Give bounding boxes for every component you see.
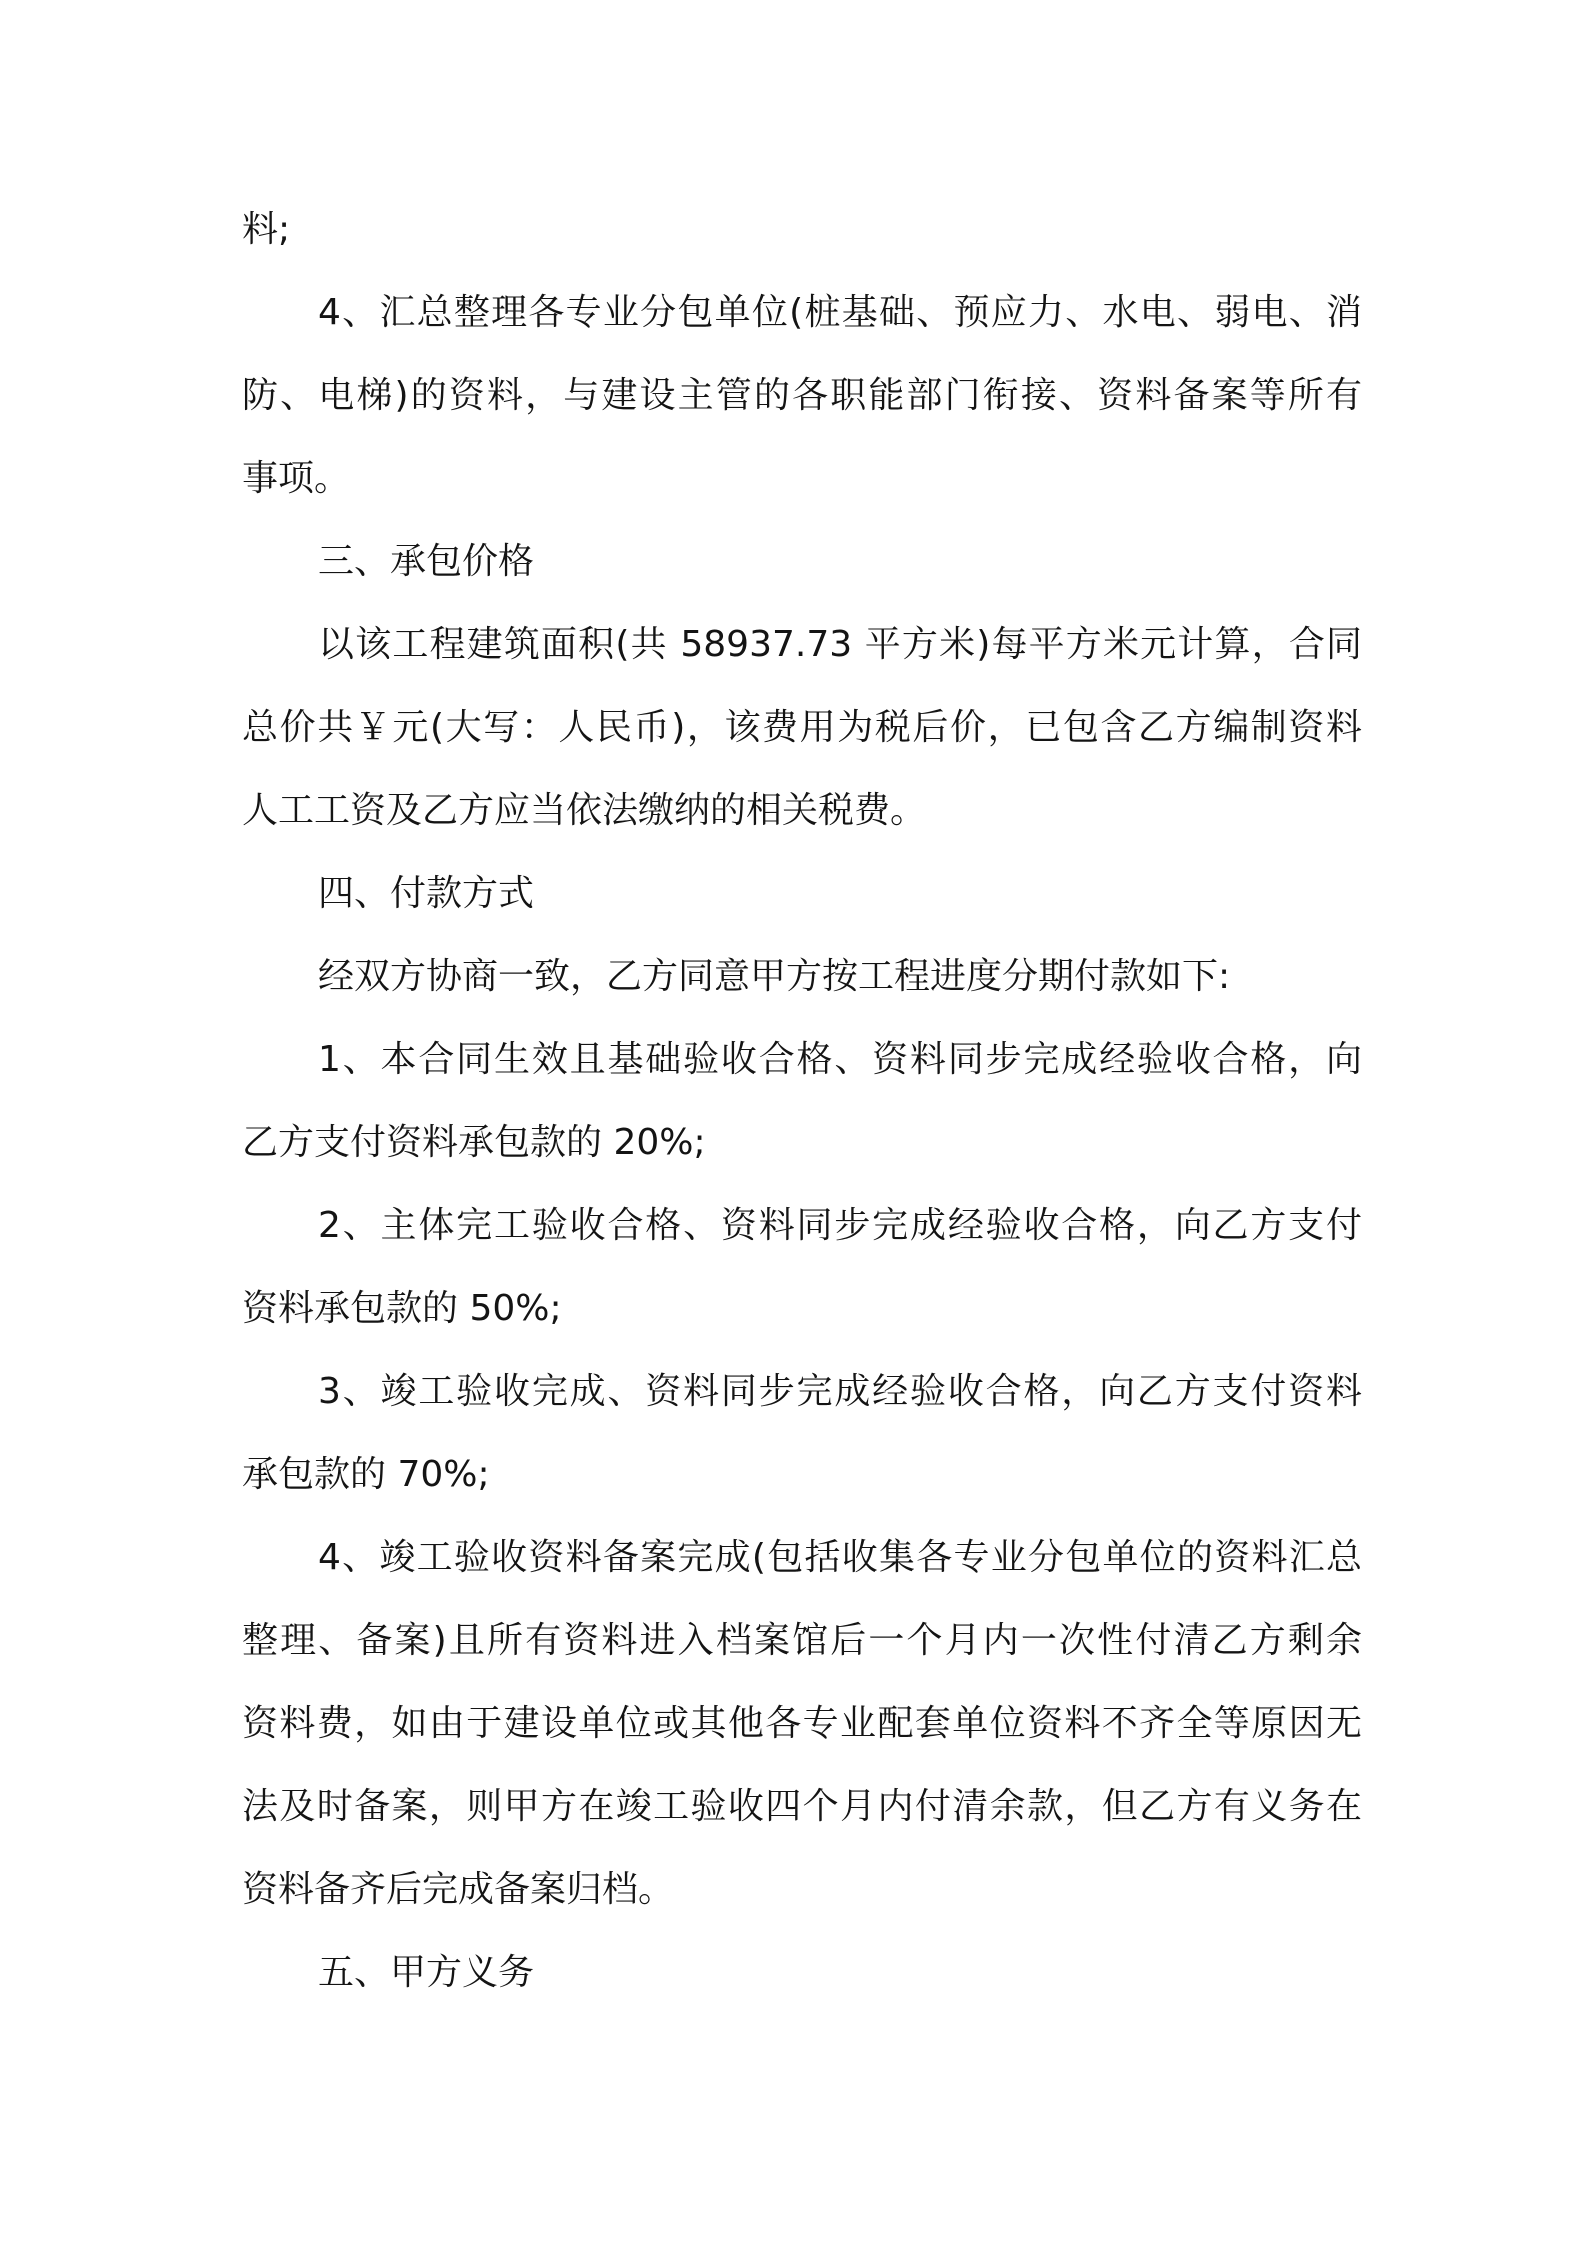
paragraph-line: 法及时备案，则甲方在竣工验收四个月内付清余款，但乙方有义务在 <box>242 1786 1362 1827</box>
paragraph-line: 2、主体完工验收合格、资料同步完成经验收合格，向乙方支付 <box>318 1205 1362 1246</box>
paragraph-line: 人工工资及乙方应当依法缴纳的相关税费。 <box>242 790 927 831</box>
section-heading: 五、甲方义务 <box>318 1952 535 1993</box>
paragraph-line: 资料承包款的 50%; <box>242 1288 562 1329</box>
paragraph-line: 3、竣工验收完成、资料同步完成经验收合格，向乙方支付资料 <box>318 1371 1362 1412</box>
section-heading: 四、付款方式 <box>318 873 535 914</box>
paragraph-line: 料; <box>242 209 291 250</box>
paragraph-line: 防、电梯)的资料，与建设主管的各职能部门衔接、资料备案等所有 <box>242 375 1362 416</box>
paragraph-line: 整理、备案)且所有资料进入档案馆后一个月内一次性付清乙方剩余 <box>242 1620 1362 1661</box>
paragraph-line: 4、汇总整理各专业分包单位(桩基础、预应力、水电、弱电、消 <box>318 292 1362 333</box>
paragraph-line: 总价共￥元(大写：人民币)，该费用为税后价，已包含乙方编制资料 <box>242 707 1362 748</box>
paragraph-line: 乙方支付资料承包款的 20%; <box>242 1122 706 1163</box>
paragraph-line: 资料备齐后完成备案归档。 <box>242 1869 675 1910</box>
paragraph-line: 事项。 <box>242 458 351 499</box>
paragraph-line: 以该工程建筑面积(共 58937.73 平方米)每平方米元计算，合同 <box>318 624 1362 665</box>
paragraph-line: 经双方协商一致，乙方同意甲方按工程进度分期付款如下: <box>318 956 1231 997</box>
paragraph-line: 承包款的 70%; <box>242 1454 490 1495</box>
paragraph-line: 4、竣工验收资料备案完成(包括收集各专业分包单位的资料汇总 <box>318 1537 1362 1578</box>
paragraph-line: 1、本合同生效且基础验收合格、资料同步完成经验收合格，向 <box>318 1039 1362 1080</box>
paragraph-line: 资料费，如由于建设单位或其他各专业配套单位资料不齐全等原因无 <box>242 1703 1362 1744</box>
section-heading: 三、承包价格 <box>318 541 535 582</box>
